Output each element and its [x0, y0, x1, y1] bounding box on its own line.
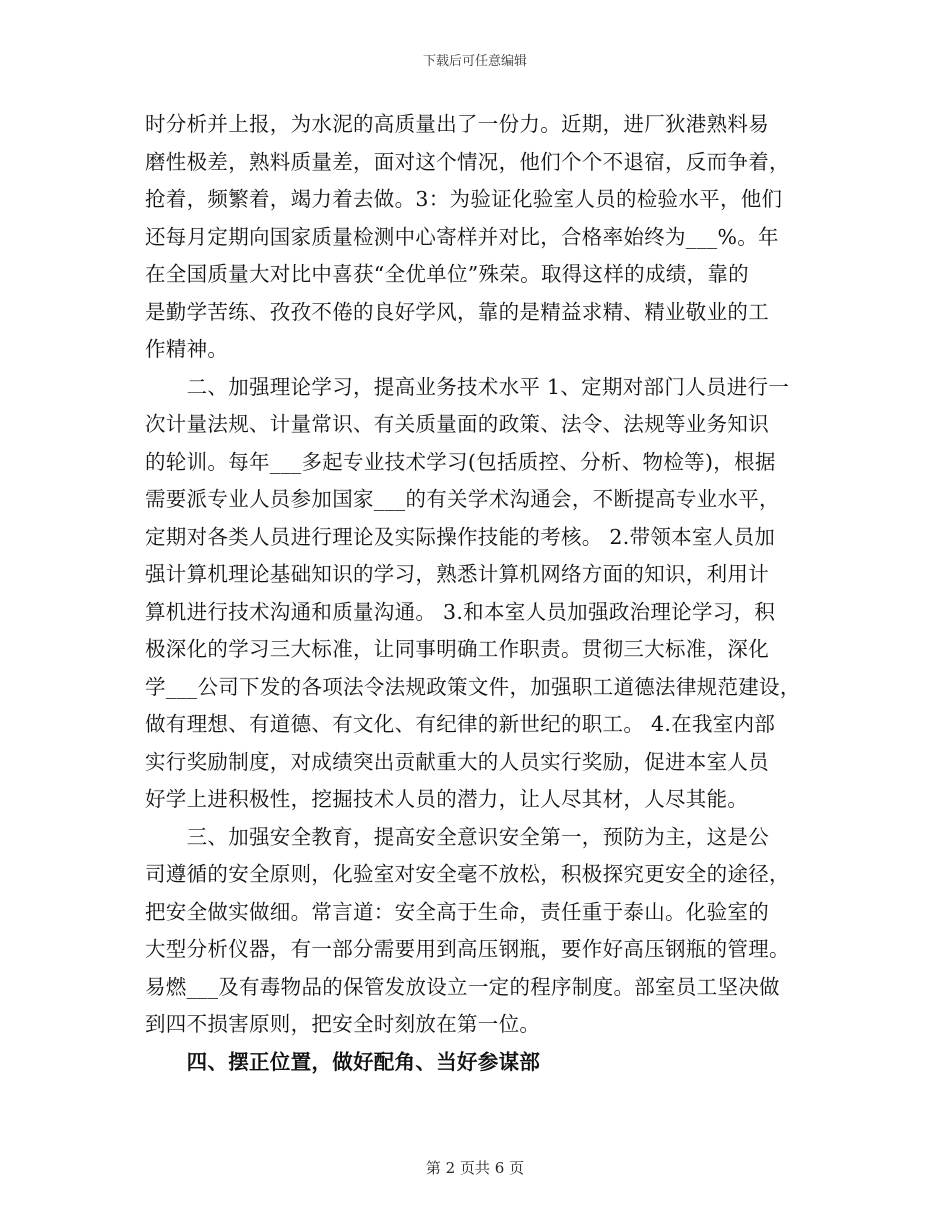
body-line: 时分析并上报，为水泥的高质量出了一份力。近期，进厂狄港熟料易: [145, 112, 769, 136]
body-line: 司遵循的安全原则，化验室对安全毫不放松，积极探究更安全的途径，: [145, 862, 790, 886]
body-line: 到四不损害原则，把安全时刻放在第一位。: [145, 1012, 541, 1036]
body-line: 是勤学苦练、孜孜不倦的良好学风，靠的是精益求精、精业敬业的工: [145, 299, 769, 324]
body-line: 把安全做实做细。常言道：安全高于生命，责任重于泰山。化验室的: [145, 899, 769, 924]
body-line: 好学上进积极性，挖掘技术人员的潜力，让人尽其材，人尽其能。: [145, 787, 749, 811]
body-line: 还每月定期向国家质量检测中心寄样并对比，合格率始终为___%。年: [145, 224, 779, 249]
body-line: 的轮训。每年___多起专业技术学习(包括质控、分析、物检等)，根据: [145, 449, 776, 474]
body-line: 易燃___及有毒物品的保管发放设立一定的程序制度。部室员工坚决做: [145, 974, 780, 999]
section-heading: 四、摆正位置，做好配角、当好参谋部: [145, 1049, 541, 1074]
body-line: 做有理想、有道德、有文化、有纪律的新世纪的职工。 4.在我室内部: [145, 712, 776, 736]
body-line: 大型分析仪器，有一部分需要用到高压钢瓶，要作好高压钢瓶的管理。: [145, 937, 790, 961]
body-line: 学___公司下发的各项法令法规政策文件，加强职工道德法律规范建设，: [145, 674, 801, 699]
body-line: 极深化的学习三大标准，让同事明确工作职责。贯彻三大标准，深化: [145, 637, 769, 661]
page-footer: 第 2 页共 6 页: [425, 1159, 525, 1177]
document-body: [145, 106, 815, 1081]
body-line: 三、加强安全教育，提高安全意识安全第一，预防为主，这是公: [145, 824, 769, 849]
body-line: 算机进行技术沟通和质量沟通。 3.和本室人员加强政治理论学习，积: [145, 599, 776, 624]
page-header: 下载后可任意编辑: [422, 54, 527, 69]
body-line: 二、加强理论学习，提高业务技术水平 1、定期对部门人员进行一: [145, 374, 790, 399]
body-line: 作精神。: [145, 337, 229, 361]
body-line: 抢着，频繁着，竭力着去做。3：为验证化验室人员的检验水平，他们: [145, 187, 783, 211]
body-line: 磨性极差，熟料质量差，面对这个情况，他们个个不退宿，反而争着，: [145, 149, 790, 174]
body-line: 在全国质量大对比中喜获“全优单位”殊荣。取得这样的成绩，靠的: [145, 262, 749, 286]
body-line: 强计算机理论基础知识的学习，熟悉计算机网络方面的知识，利用计: [145, 562, 769, 586]
body-line: 实行奖励制度，对成绩突出贡献重大的人员实行奖励，促进本室人员: [145, 749, 769, 774]
body-line: 定期对各类人员进行理论及实际操作技能的考核。 2.带领本室人员加: [145, 524, 776, 549]
body-line: 次计量法规、计量常识、有关质量面的政策、法令、法规等业务知识: [145, 412, 769, 436]
body-line: 需要派专业人员参加国家___的有关学术沟通会，不断提高专业水平，: [145, 487, 780, 511]
